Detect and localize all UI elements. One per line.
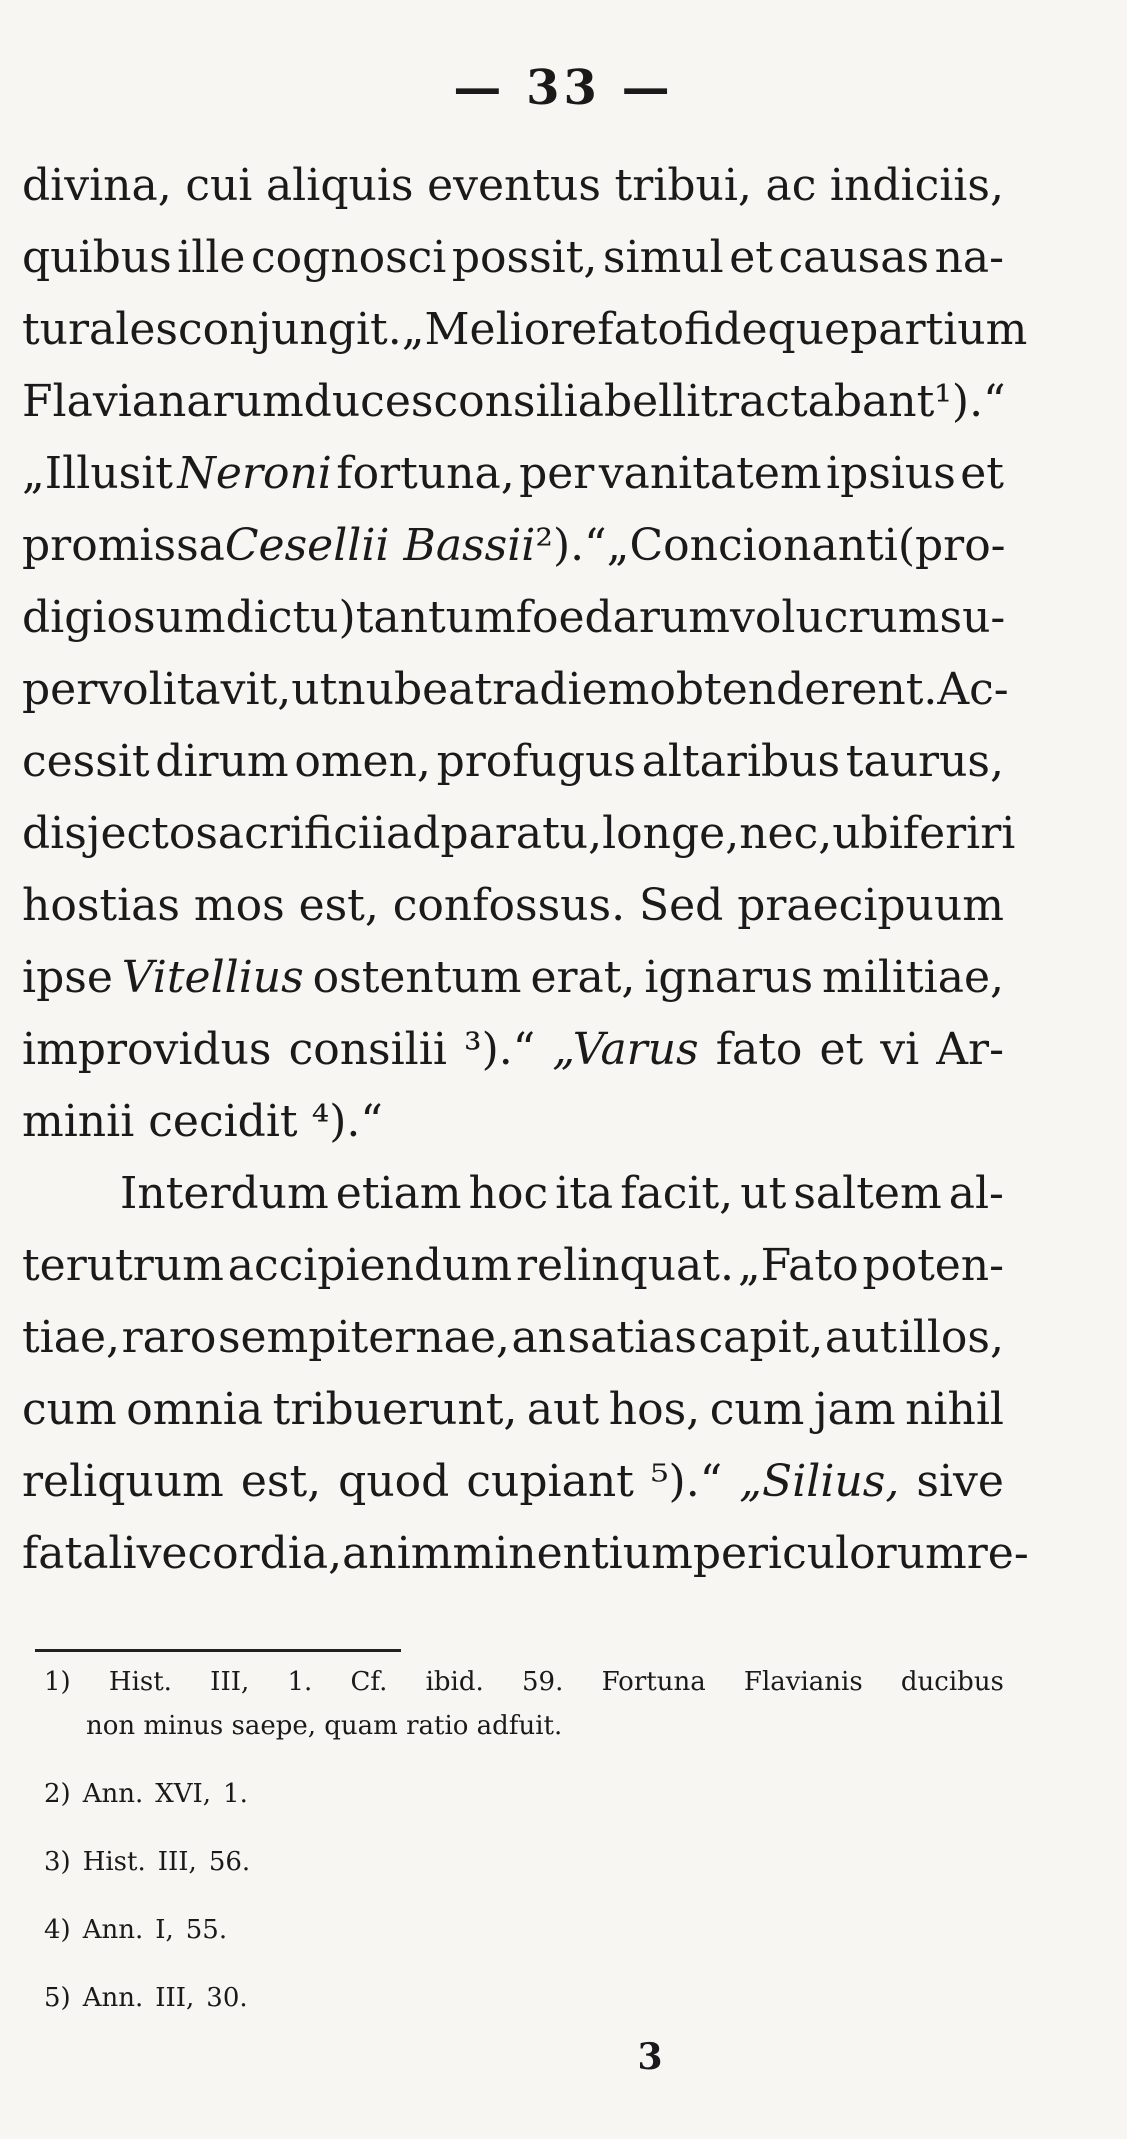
word: disjecto <box>22 808 196 859</box>
text-line <box>22 366 1004 438</box>
word: reliquum <box>22 1456 224 1507</box>
word: nube <box>337 664 449 715</box>
word: per <box>519 448 595 499</box>
word: fortuna, <box>336 448 515 499</box>
word: imminentium <box>396 1528 693 1579</box>
word: tiae, <box>22 1312 121 1363</box>
word: et <box>819 1024 864 1075</box>
text-line <box>22 654 1009 726</box>
word: sempiternae, <box>217 1312 510 1363</box>
word: improvidus <box>22 1024 272 1075</box>
word: tribui, <box>614 160 752 211</box>
word: „Varus <box>552 1024 699 1075</box>
word: quibus <box>22 232 172 283</box>
word: ⁴).“ <box>311 1096 383 1147</box>
word: ³).“ <box>463 1024 536 1075</box>
word: militiae, <box>822 952 1004 1003</box>
word: ita <box>555 1168 614 1219</box>
word: consilii <box>288 1024 447 1075</box>
word: profugus <box>436 736 636 787</box>
word: an <box>342 1528 397 1579</box>
word: re- <box>966 1528 1029 1579</box>
footnote-word: Flavianis <box>743 1667 863 1697</box>
word: raro <box>121 1312 217 1363</box>
footnote-word: XVI, <box>155 1779 212 1809</box>
word: ubi <box>832 808 903 859</box>
word: cecidit <box>148 1096 298 1147</box>
word: ut <box>740 1168 787 1219</box>
word: cognosci <box>250 232 447 283</box>
word: al- <box>948 1168 1004 1219</box>
word: dirum <box>155 736 289 787</box>
word: omen, <box>294 736 431 787</box>
word: vanitatem <box>598 448 822 499</box>
footnote-word: III, <box>155 1983 195 2013</box>
word: jam <box>813 1384 896 1435</box>
text-line <box>22 222 1004 294</box>
word: Vitellius <box>121 952 304 1003</box>
word: fato <box>715 1024 803 1075</box>
footnote-word: III, <box>210 1667 250 1697</box>
word: longe, <box>602 808 740 859</box>
footnote-word: ducibus <box>900 1667 1004 1697</box>
word: (pro- <box>897 520 1006 571</box>
word: Neroni <box>177 448 332 499</box>
word: sive <box>916 1456 1004 1507</box>
signature-mark: 3 <box>637 2036 663 2078</box>
word: digiosum <box>22 592 226 643</box>
footnote-word: 1. <box>287 1667 313 1697</box>
word: „Fato <box>737 1240 859 1291</box>
footnote-line <box>44 1709 1004 1753</box>
word: possit, <box>451 232 598 283</box>
footnote-rule <box>35 1649 401 1652</box>
word: ignarus <box>644 952 814 1003</box>
word: „Silius, <box>739 1456 900 1507</box>
word: an <box>511 1312 567 1363</box>
word: ut <box>291 664 338 715</box>
page-header: — 33 — <box>453 60 674 116</box>
text-line <box>22 1014 1004 1086</box>
word: consilia <box>433 376 604 427</box>
word: sacrificii <box>195 808 387 859</box>
word: eventus <box>427 160 601 211</box>
footnote-word: Cf. <box>350 1667 388 1697</box>
word: ipse <box>22 952 113 1003</box>
footnote-line <box>44 1777 1004 1821</box>
word: ostentum <box>312 952 522 1003</box>
word: cum <box>709 1384 805 1435</box>
footnote-spacer <box>44 1821 1004 1845</box>
word: nihil <box>905 1384 1004 1435</box>
word: tribuerunt, <box>272 1384 518 1435</box>
word: Flavianarum <box>22 376 304 427</box>
text-line <box>22 942 1004 1014</box>
word: belli <box>603 376 701 427</box>
word: ²).“ <box>535 520 607 571</box>
footnote-word: I, <box>155 1915 174 1945</box>
word: tractabant <box>700 376 935 427</box>
footnote-word: 4) <box>44 1915 71 1945</box>
text-line <box>22 150 1004 222</box>
word: “ <box>983 376 1006 427</box>
footnote-word: 56. <box>208 1847 251 1877</box>
text-line <box>22 1374 1004 1446</box>
word: taurus, <box>845 736 1004 787</box>
word: indiciis, <box>829 160 1004 211</box>
text-line <box>22 1302 1004 1374</box>
word: poten- <box>862 1240 1004 1291</box>
word: etiam <box>335 1168 462 1219</box>
word: ipsius <box>826 448 956 499</box>
word: satias <box>567 1312 697 1363</box>
footnote-word: Ann. <box>82 1779 144 1809</box>
text-line <box>22 1086 1004 1158</box>
footnote-word: 5) <box>44 1983 71 2013</box>
word: Ar- <box>936 1024 1004 1075</box>
word: Interdum <box>120 1168 329 1219</box>
word: facit, <box>620 1168 734 1219</box>
word: „Meliore <box>401 304 598 355</box>
word: quod <box>338 1456 450 1507</box>
footnote-line <box>44 1665 1004 1709</box>
word: praecipuum <box>737 880 1004 931</box>
word: nec, <box>739 808 833 859</box>
word: vi <box>880 1024 920 1075</box>
footnote-word: 59. <box>521 1667 564 1697</box>
word: volucrum <box>730 592 940 643</box>
word: cupiant <box>466 1456 634 1507</box>
word: su- <box>939 592 1006 643</box>
text-line <box>22 1230 1004 1302</box>
footnotes <box>44 1665 1004 2025</box>
word: causas <box>778 232 930 283</box>
word: foedarum <box>515 592 730 643</box>
word: vecordia, <box>136 1528 343 1579</box>
word: cessit <box>22 736 150 787</box>
word: hos, <box>608 1384 701 1435</box>
text-line <box>22 1446 1004 1518</box>
word: Sed <box>638 880 724 931</box>
footnote-word: Fortuna <box>601 1667 706 1697</box>
word: fatali <box>22 1528 137 1579</box>
word: minii <box>22 1096 135 1147</box>
text-line <box>22 438 1004 510</box>
word: aut <box>526 1384 600 1435</box>
word: aut <box>824 1312 898 1363</box>
word: turales <box>22 304 178 355</box>
word: na- <box>934 232 1004 283</box>
footnote-word: Ann. <box>82 1983 144 2013</box>
word: ¹). <box>934 376 984 427</box>
footnote-word: ibid. <box>425 1667 484 1697</box>
word: „Illusit <box>22 448 173 499</box>
footnote-word: Hist. <box>82 1847 146 1877</box>
word: Ac- <box>937 664 1009 715</box>
footnote-line <box>44 1913 1004 1957</box>
footnote-word: non minus saepe, quam ratio adfuit. <box>86 1711 563 1741</box>
word: duces <box>303 376 434 427</box>
text-line <box>22 798 1016 870</box>
footnote-spacer <box>44 1753 1004 1777</box>
word: aliquis <box>265 160 414 211</box>
footnote-spacer <box>44 1889 1004 1913</box>
footnote-word: 1) <box>44 1667 71 1697</box>
word: partium <box>850 304 1028 355</box>
word: ⁵).“ <box>650 1456 723 1507</box>
word: confossus. <box>392 880 626 931</box>
word: pervolitavit, <box>22 664 292 715</box>
word: fideque <box>683 304 851 355</box>
word: ille <box>177 232 246 283</box>
body-text <box>22 150 1029 1590</box>
word: dictu) <box>225 592 356 643</box>
word: saltem <box>793 1168 942 1219</box>
word: feriri <box>902 808 1016 859</box>
word: omnia <box>126 1384 264 1435</box>
footnote-word: Hist. <box>108 1667 172 1697</box>
word: altaribus <box>641 736 841 787</box>
word: fato <box>597 304 684 355</box>
word: erat, <box>530 952 636 1003</box>
word: capit, <box>698 1312 824 1363</box>
word: periculorum <box>692 1528 967 1579</box>
word: hostias <box>22 880 180 931</box>
word: mos <box>193 880 285 931</box>
word: divina, <box>22 160 172 211</box>
footnote-word: Ann. <box>82 1915 144 1945</box>
text-line <box>22 582 1004 654</box>
word: accipiendum <box>227 1240 513 1291</box>
footnote-word: III, <box>157 1847 197 1877</box>
word: obtenderent. <box>649 664 938 715</box>
footnote-word: 2) <box>44 1779 71 1809</box>
word: est, <box>240 1456 322 1507</box>
word: simul <box>602 232 724 283</box>
text-line <box>22 510 1004 582</box>
word: tantum <box>355 592 516 643</box>
text-line <box>22 1158 1004 1230</box>
word: et <box>960 448 1004 499</box>
word: hoc <box>468 1168 549 1219</box>
word: „Concionanti <box>606 520 898 571</box>
text-line <box>22 1518 1029 1590</box>
word: cum <box>22 1384 117 1435</box>
footnote-line <box>44 1845 1004 1889</box>
word: promissa <box>22 520 225 571</box>
word: ac <box>765 160 817 211</box>
word: atra <box>448 664 540 715</box>
word: cui <box>185 160 253 211</box>
footnote-word: 55. <box>185 1915 228 1945</box>
word: est, <box>298 880 379 931</box>
text-line <box>22 294 1028 366</box>
word: et <box>729 232 773 283</box>
word: adparatu, <box>386 808 603 859</box>
footnote-word: 30. <box>206 1983 248 2013</box>
word: Cesellii Bassii <box>224 520 536 571</box>
text-line <box>22 726 1004 798</box>
footnote-spacer <box>44 1957 1004 1981</box>
text-line <box>22 870 1004 942</box>
word: terutrum <box>22 1240 224 1291</box>
footnote-word: 1. <box>223 1779 248 1809</box>
footnote-line <box>44 1981 1004 2025</box>
word: conjungit. <box>177 304 402 355</box>
word: illos, <box>898 1312 1004 1363</box>
word: relinquat. <box>516 1240 734 1291</box>
word: diem <box>539 664 650 715</box>
footnote-word: 3) <box>44 1847 71 1877</box>
